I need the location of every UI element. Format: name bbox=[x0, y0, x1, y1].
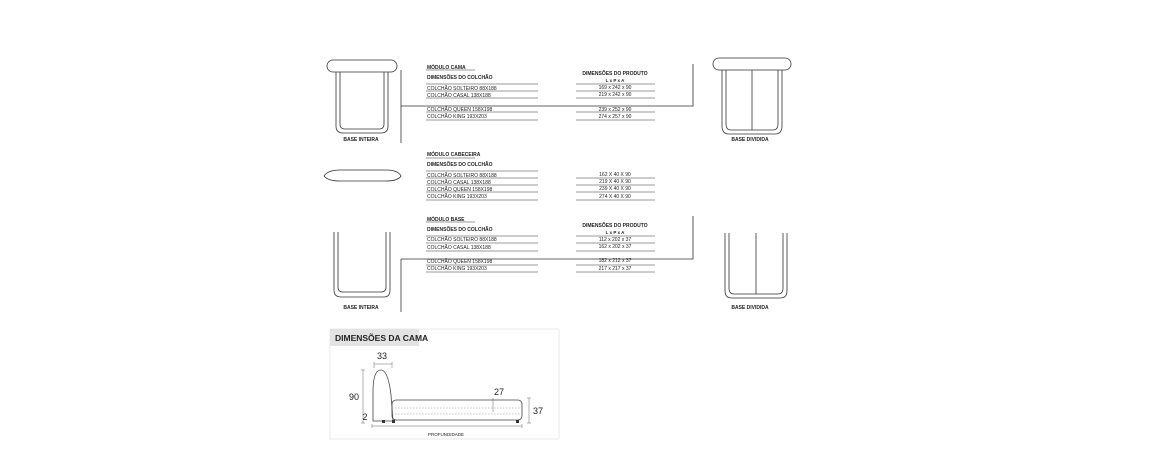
bed-foot bbox=[382, 420, 385, 423]
product-header: DIMENSÕES DO PRODUTO bbox=[582, 223, 648, 229]
module-subtitle: DIMENSÕES DO COLCHÃO bbox=[427, 75, 493, 81]
product-subheader: L x P x A bbox=[605, 230, 625, 235]
row-label: COLCHÃO SOLTEIRO 88X188 bbox=[427, 173, 497, 179]
base-dividida-drawing bbox=[725, 233, 787, 298]
bed-foot bbox=[392, 420, 395, 423]
dim-base-height: 37 bbox=[532, 406, 544, 416]
row-dims: 169 x 242 x 90 bbox=[598, 85, 632, 91]
row-label: COLCHÃO CASAL 138X188 bbox=[427, 93, 491, 99]
row-label: COLCHÃO KING 193X203 bbox=[427, 266, 487, 272]
module-subtitle: DIMENSÕES DO COLCHÃO bbox=[427, 227, 493, 233]
bed-base-dividida-drawing bbox=[713, 58, 791, 134]
row-dims: 162 X 40 X 90 bbox=[599, 172, 631, 178]
bed-base-profile bbox=[392, 400, 522, 420]
module-base bbox=[343, 215, 769, 311]
dim-mattress-height: 27 bbox=[493, 387, 505, 397]
module-title: MÓDULO CABECEIRA bbox=[427, 152, 481, 158]
row-dims: 274 X 40 X 90 bbox=[599, 194, 631, 200]
row-label: COLCHÃO SOLTEIRO 88X188 bbox=[427, 86, 497, 92]
row-dims: 112 x 202 x 37 bbox=[598, 237, 632, 243]
panel-title: DIMENSÕES DA CAMA bbox=[335, 333, 429, 343]
row-label: COLCHÃO SOLTEIRO 88X188 bbox=[427, 237, 497, 243]
module-subtitle: DIMENSÕES DO COLCHÃO bbox=[427, 162, 493, 168]
row-dims: 239 x 252 x 90 bbox=[598, 107, 632, 113]
row-label: COLCHÃO CASAL 138X188 bbox=[427, 245, 491, 251]
module-cabeceira bbox=[427, 150, 631, 200]
product-subheader: L x P x A bbox=[605, 78, 625, 83]
row-label: COLCHÃO KING 193X203 bbox=[427, 114, 487, 120]
caption-base-inteira: BASE INTEIRA bbox=[343, 305, 379, 311]
row-dims: 182 x 212 x 37 bbox=[598, 258, 632, 264]
caption-base-dividida: BASE DIVIDIDA bbox=[731, 305, 769, 311]
row-label: COLCHÃO CASAL 138X188 bbox=[427, 180, 491, 186]
row-dims: 274 x 257 x 90 bbox=[598, 114, 632, 120]
module-cama bbox=[343, 63, 769, 143]
product-header: DIMENSÕES DO PRODUTO bbox=[582, 71, 648, 77]
headboard-drawing bbox=[324, 170, 401, 181]
bed-dimensions-panel bbox=[330, 329, 559, 439]
row-label: COLCHÃO QUEEN 158X198 bbox=[427, 187, 493, 193]
row-label: COLCHÃO QUEEN 158X198 bbox=[427, 259, 493, 265]
dim-headboard-depth: 33 bbox=[376, 351, 388, 361]
module-title: MÓDULO BASE bbox=[427, 217, 465, 223]
row-label: COLCHÃO QUEEN 158X198 bbox=[427, 107, 493, 113]
dim-leg-height: 2 bbox=[362, 412, 368, 422]
row-dims: 239 X 40 X 90 bbox=[599, 186, 631, 192]
caption-base-inteira: BASE INTEIRA bbox=[343, 137, 379, 143]
row-label: COLCHÃO KING 193X203 bbox=[427, 194, 487, 200]
bed-base-inteira-drawing bbox=[327, 60, 397, 133]
dim-depth-label: PROFUNDIDADE bbox=[427, 432, 465, 437]
dim-total-height: 90 bbox=[348, 392, 360, 402]
headboard-profile bbox=[373, 370, 393, 421]
row-dims: 217 x 217 x 37 bbox=[598, 266, 632, 272]
bed-foot bbox=[516, 420, 519, 423]
base-inteira-drawing bbox=[334, 232, 390, 297]
row-dims: 219 x 242 x 90 bbox=[598, 92, 632, 98]
row-dims: 162 x 202 x 37 bbox=[598, 244, 632, 250]
module-title: MÓDULO CAMA bbox=[427, 65, 466, 71]
row-dims: 219 X 40 X 90 bbox=[599, 179, 631, 185]
caption-base-dividida: BASE DIVIDIDA bbox=[731, 137, 769, 143]
